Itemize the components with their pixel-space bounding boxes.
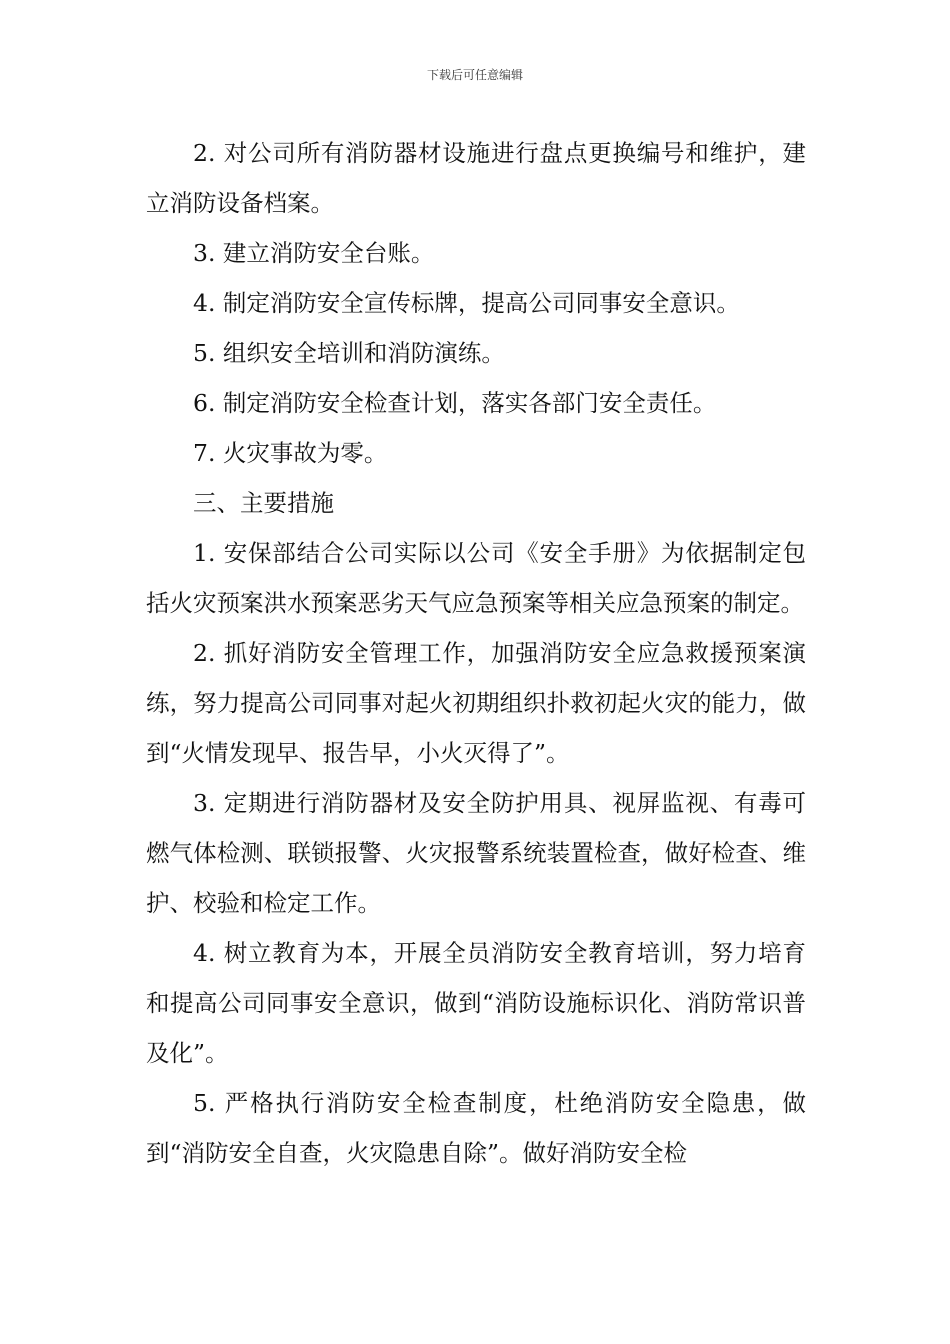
paragraph-item-2: 2. 对公司所有消防器材设施进行盘点更换编号和维护，建立消防设备档案。	[146, 139, 806, 217]
paragraph-item-5: 5. 组织安全培训和消防演练。	[193, 339, 505, 367]
measure-item-5: 5. 严格执行消防安全检查制度，杜绝消防安全隐患，做到“消防安全自查，火灾隐患自除”。做好消防安全检	[146, 1089, 806, 1167]
measure-item-2: 2. 抓好消防安全管理工作，加强消防安全应急救援预案演练，努力提高公司同事对起火初期组织扑救初起火灾的能力，做到“火情发现早、报告早，小火灭得了”。	[146, 639, 806, 767]
measure-item-3: 3. 定期进行消防器材及安全防护用具、视屏监视、有毒可燃气体检测、联锁报警、火灾报警系统装置检查，做好检查、维护、校验和检定工作。	[146, 789, 806, 917]
paragraph-item-7: 7. 火灾事故为零。	[193, 439, 388, 467]
paragraph-item-4: 4. 制定消防安全宣传标牌，提高公司同事安全意识。	[193, 289, 740, 317]
paragraph-item-3: 3. 建立消防安全台账。	[193, 239, 435, 267]
paragraph-item-6: 6. 制定消防安全检查计划，落实各部门安全责任。	[193, 389, 717, 417]
document-body	[146, 128, 806, 1178]
measure-item-1: 1. 安保部结合公司实际以公司《安全手册》为依据制定包括火灾预案洪水预案恶劣天气应急预案等相关应急预案的制定。	[146, 539, 806, 617]
measure-item-4: 4. 树立教育为本，开展全员消防安全教育培训，努力培育和提高公司同事安全意识，做到“消防设施标识化、消防常识普及化”。	[146, 939, 806, 1067]
page-header: 下载后可任意编辑	[426, 68, 523, 82]
section-heading-measures: 三、主要措施	[193, 489, 334, 517]
